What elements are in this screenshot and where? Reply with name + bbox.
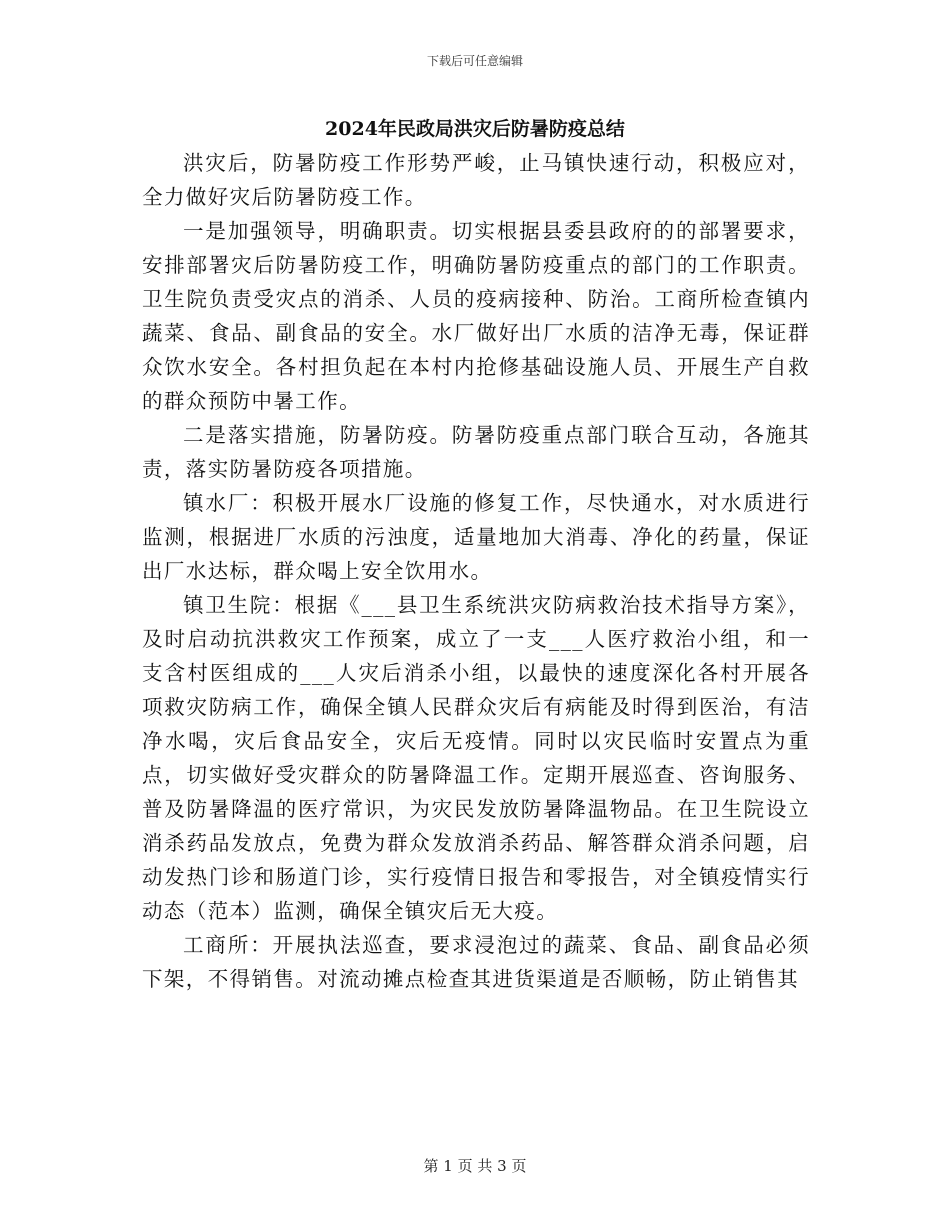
document-title: 2024年民政局洪灾后防暑防疫总结 xyxy=(325,118,625,140)
paragraph-intro: 洪灾后，防暑防疫工作形势严峻，止马镇快速行动，积极应对，全力做好灾后防暑防疫工作。 xyxy=(142,151,810,209)
paragraph-health-center: 镇卫生院：根据《___县卫生系统洪灾防病救治技术指导方案》，及时启动抗洪救灾工作预案，成立了一支___人医疗救治小组，和一支含村医组成的___人灾后消杀小组，以最快的速度深化各村开展各项救灾防病工作，确保全镇人民群众灾后有病能及时得到医治，有洁净水喝，灾后食品安全，灾后无疫情。同时以灾民临时安置点为重点，切实做好受灾群众的防暑降温工作。定期开展巡查、咨询服务、普及防暑降温的医疗常识，为灾民发放防暑降温物品。在卫生院设立消杀药品发放点，免费为群众发放消杀药品、解答群众消杀问题，启动发热门诊和肠道门诊，实行疫情日报告和零报告，对全镇疫情实行动态（范本）监测，确保全镇灾后无大疫。 xyxy=(142,593,810,923)
paragraph-commerce-office: 工商所：开展执法巡查，要求浸泡过的蔬菜、食品、副食品必须下架，不得销售。对流动摊点检查其进货渠道是否顺畅，防止销售其 xyxy=(142,933,810,991)
paragraph-water-plant: 镇水厂：积极开展水厂设施的修复工作，尽快通水，对水质进行监测，根据进厂水质的污浊度，适量地加大消毒、净化的药量，保证出厂水达标，群众喝上安全饮用水。 xyxy=(142,491,810,583)
paragraph-measures: 二是落实措施，防暑防疫。防暑防疫重点部门联合互动，各施其责，落实防暑防疫各项措施。 xyxy=(142,423,810,481)
paragraph-leadership: 一是加强领导，明确职责。切实根据县委县政府的的部署要求，安排部署灾后防暑防疫工作，明确防暑防疫重点的部门的工作职责。卫生院负责受灾点的消杀、人员的疫病接种、防治。工商所检查镇内蔬菜、食品、副食品的安全。水厂做好出厂水质的洁净无毒，保证群众饮水安全。各村担负起在本村内抢修基础设施人员、开展生产自救的群众预防中暑工作。 xyxy=(142,219,810,413)
document-body xyxy=(142,146,810,996)
page-header: 下载后可任意编辑 xyxy=(426,54,523,68)
page-footer: 第 1 页 共 3 页 xyxy=(423,1157,527,1175)
